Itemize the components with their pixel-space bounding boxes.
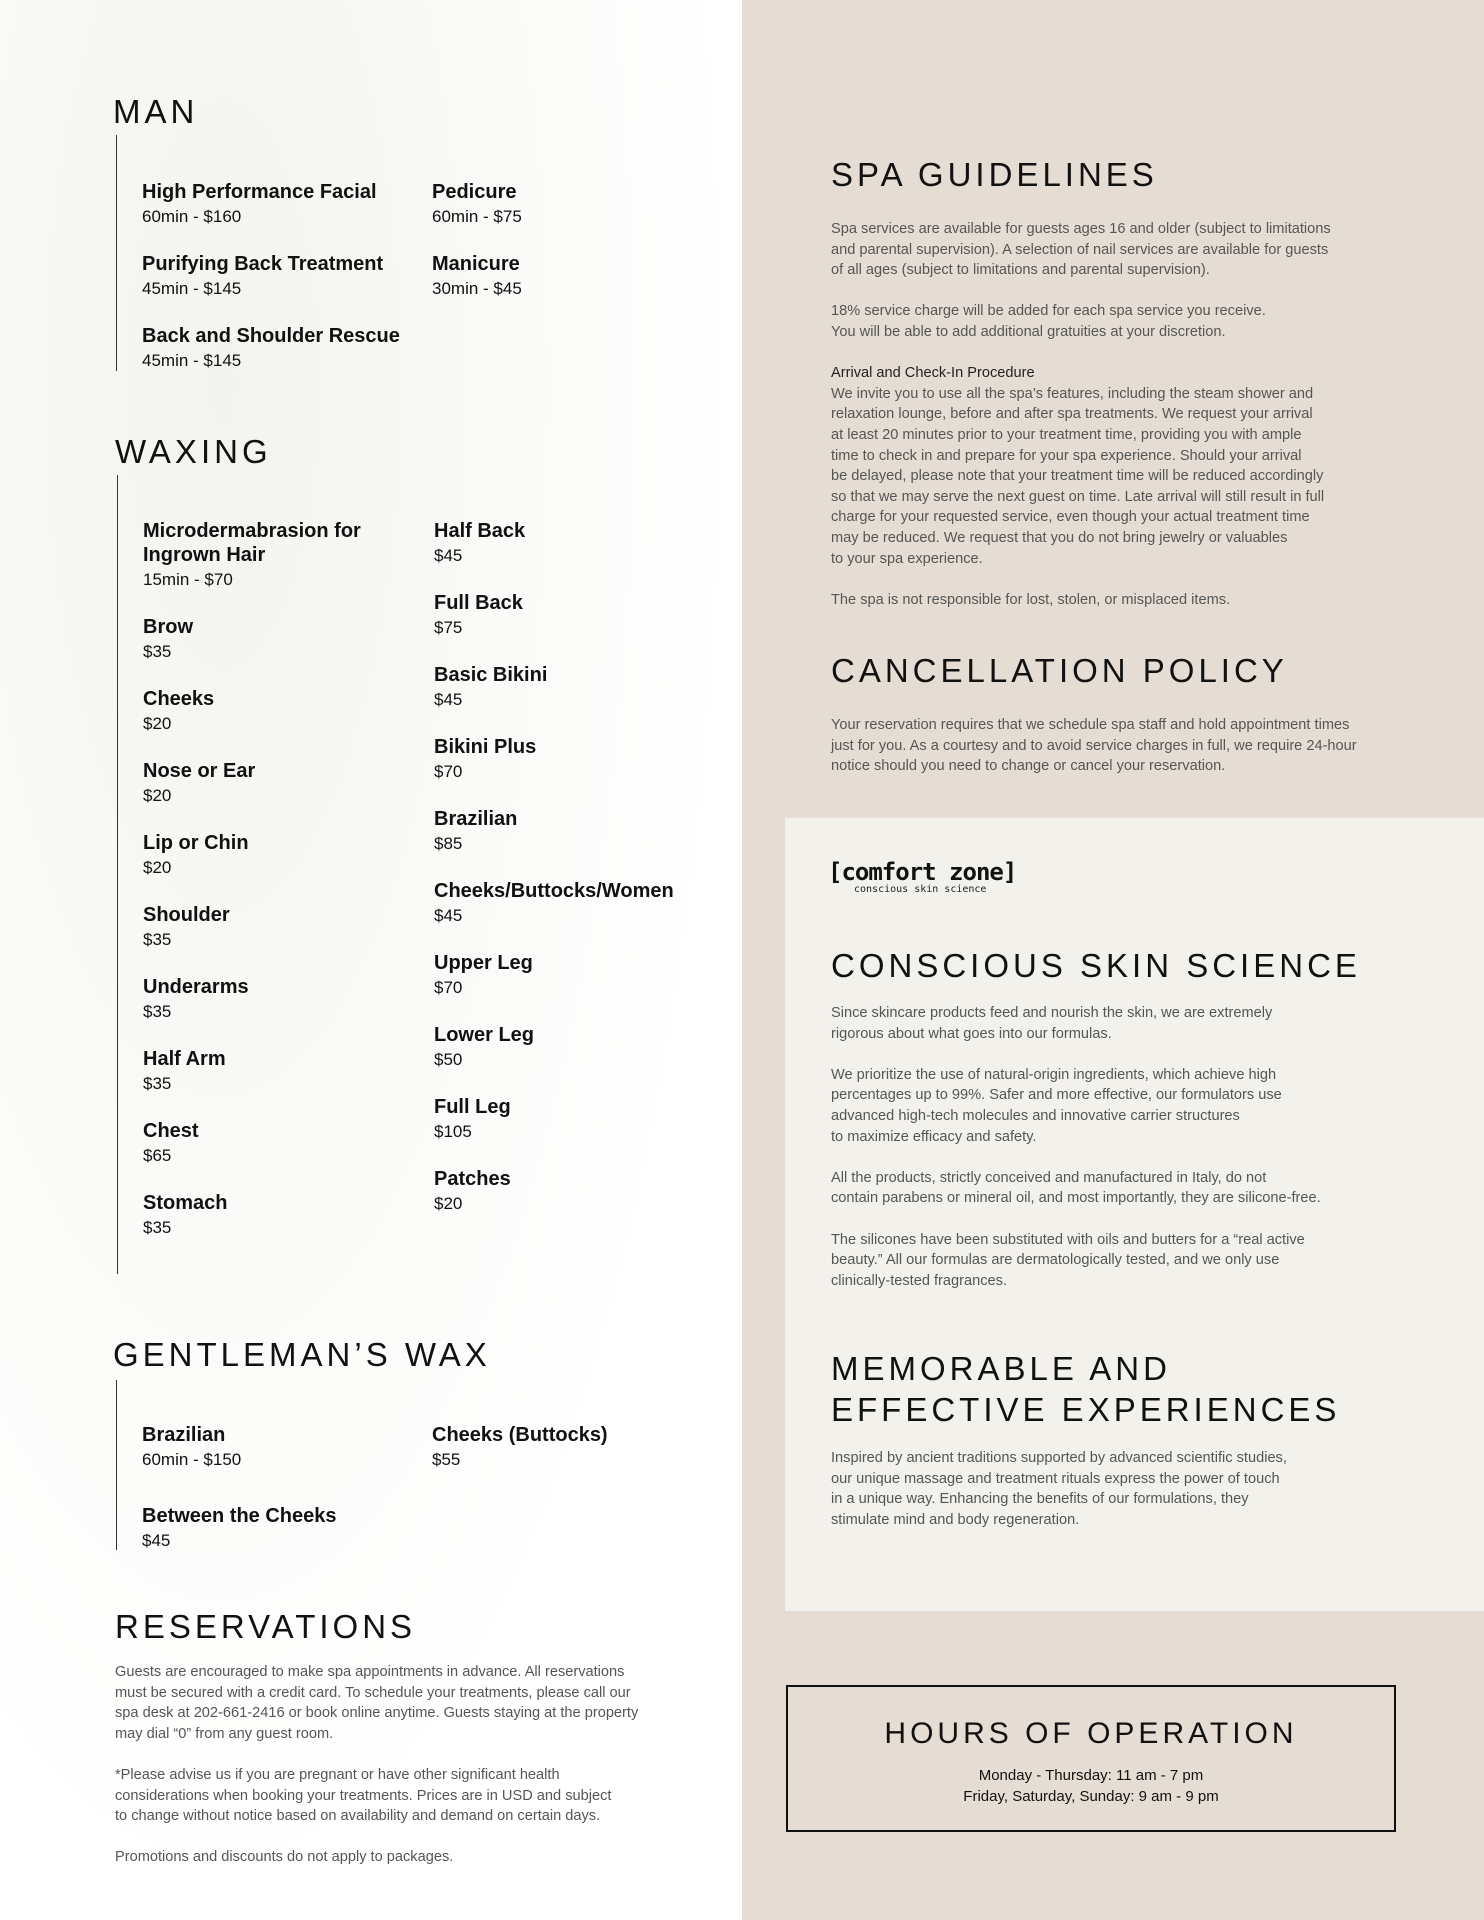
reservations-text [115,1662,638,1868]
service-name: Chest [143,1120,199,1142]
text-line: *Please advise us if you are pregnant or have other significant health [115,1766,560,1783]
service-name: Upper Leg [434,952,533,974]
service-name: Back and Shoulder Rescue [142,325,400,347]
waxing-column-2 [434,519,734,1239]
service-name: Patches [434,1168,511,1190]
service-name: Brazilian [142,1424,226,1446]
text-line: percentages up to 99%. Safer and more effective, our formulators use [831,1087,1282,1104]
service-item [143,903,373,952]
service-name: Microdermabrasion for Ingrown Hair [143,520,361,566]
section-title-man: MAN [113,93,199,130]
service-name: Cheeks [143,688,215,710]
paragraph-gap [831,1209,1321,1230]
service-name: Cheeks/Buttocks/Women [434,880,674,902]
service-price: $45 [434,546,463,565]
service-name: Cheeks (Buttocks) [432,1424,608,1446]
paragraph-gap [831,1044,1321,1065]
text-line: be delayed, please note that your treatment time will be reduced accordingly [831,468,1324,485]
divider-line [117,475,118,1274]
service-name: Shoulder [143,904,230,926]
service-name: Basic Bikini [434,664,548,686]
service-price: $35 [143,1218,172,1237]
text-line: Promotions and discounts do not apply to packages. [115,1849,454,1866]
logo-wordmark: [comfort zone] [828,858,1017,886]
service-name: Half Arm [143,1048,226,1070]
service-item [143,1119,373,1168]
text-line: contain parabens or mineral oil, and most importantly, they are silicone-free. [831,1190,1321,1207]
service-price: $35 [143,1074,172,1093]
service-item [143,615,373,664]
service-item [142,1423,422,1472]
man-column-1 [142,180,422,396]
waxing-column-1 [143,519,373,1263]
service-item [143,519,373,592]
text-line: rigorous about what goes into our formulas. [831,1025,1112,1042]
service-name: High Performance Facial [142,181,377,203]
service-item [143,1191,373,1240]
service-name: Underarms [143,976,249,998]
section-title-gentlemans-wax: GENTLEMAN’S WAX [113,1336,491,1373]
service-item [434,879,734,928]
text-line: Your reservation requires that we schedule spa staff and hold appointment times [831,717,1350,733]
divider-line [116,135,117,371]
service-price: $35 [143,642,172,661]
text-line: Since skincare products feed and nourish the skin, we are extremely [831,1005,1273,1021]
text-line: charge for your requested service, even though your actual treatment time [831,509,1310,526]
service-name: Full Back [434,592,523,614]
text-line: We invite you to use all the spa’s features, including the steam shower and [831,385,1314,402]
service-name: Half Back [434,520,526,542]
service-price: 60min - $150 [142,1450,242,1469]
text-line: to your spa experience. [831,550,983,567]
service-item [434,951,734,1000]
service-price: $75 [434,618,463,637]
service-price: $70 [434,978,463,997]
service-price: 45min - $145 [142,351,242,370]
text-line: The silicones have been substituted with oils and butters for a “real active [831,1231,1305,1248]
text-line: must be secured with a credit card. To schedule your treatments, please call our [115,1684,631,1701]
service-price: $20 [143,858,172,877]
text-line: considerations when booking your treatments. Prices are in USD and subject [115,1787,612,1804]
service-name: Stomach [143,1192,228,1214]
service-price: $20 [434,1194,463,1213]
service-item [143,975,373,1024]
service-item [142,180,422,229]
text-line: You will be able to add additional gratuities at your discretion. [831,323,1226,340]
paragraph-gap [831,343,1331,364]
paragraph-gap [831,1147,1321,1168]
gentleman-column-2 [432,1423,712,1495]
text-line: clinically-tested fragrances. [831,1272,1008,1289]
hours-title: HOURS OF OPERATION [884,1717,1298,1750]
service-item [434,735,734,784]
text-line: in a unique way. Enhancing the benefits of our formulations, they [831,1491,1249,1508]
service-name: Bikini Plus [434,736,537,758]
gentleman-column-1 [142,1423,422,1585]
subheading: Arrival and Check-In Procedure [831,365,1035,382]
text-line: may be reduced. We request that you do not bring jewelry or valuables [831,529,1288,546]
text-line: Inspired by ancient traditions supported by advanced scientific studies, [831,1450,1287,1466]
service-price: $50 [434,1050,463,1069]
divider-line [116,1380,117,1550]
service-price: 60min - $160 [142,207,242,226]
section-title-conscious-skin-science: CONSCIOUS SKIN SCIENCE [831,947,1361,984]
text-line: at least 20 minutes prior to your treatment time, providing you with ample [831,426,1302,443]
text-line: Spa services are available for guests ages 16 and older (subject to limitations [831,221,1331,237]
text-line: We prioritize the use of natural-origin ingredients, which achieve high [831,1066,1277,1083]
text-line: stimulate mind and body regeneration. [831,1511,1080,1528]
cancellation-text [831,715,1357,777]
service-name: Brazilian [434,808,518,830]
service-item [432,1423,712,1472]
service-item [434,663,734,712]
service-price: 60min - $75 [432,207,522,226]
text-line: so that we may serve the next guest on time. Late arrival will still result in full [831,488,1325,505]
paragraph-gap [831,569,1331,590]
service-name: Lip or Chin [143,832,249,854]
section-title-reservations: RESERVATIONS [115,1608,417,1645]
service-item [142,1504,422,1553]
text-line: notice should you need to change or cancel your reservation. [831,758,1226,775]
text-line: may dial “0” from any guest room. [115,1725,334,1742]
paragraph-gap [831,281,1331,302]
text-line: relaxation lounge, before and after spa treatments. We request your arrival [831,406,1313,423]
service-name: Manicure [432,253,520,275]
service-price: $35 [143,930,172,949]
service-price: 45min - $145 [142,279,242,298]
service-item [143,831,373,880]
section-title-cancellation: CANCELLATION POLICY [831,652,1288,689]
text-line: spa desk at 202-661-2416 or book online anytime. Guests staying at the property [115,1705,639,1722]
guidelines-text [831,219,1331,610]
text-line: to maximize efficacy and safety. [831,1128,1037,1145]
service-price: $65 [143,1146,172,1165]
service-item [432,180,712,229]
service-name: Nose or Ear [143,760,256,782]
hours-box [786,1685,1396,1832]
service-item [142,252,422,301]
section-title-waxing: WAXING [115,433,272,470]
text-line: and parental supervision). A selection of nail services are available for guests [831,241,1329,258]
service-name: Between the Cheeks [142,1505,337,1527]
paragraph-gap [115,1827,638,1848]
text-line: The spa is not responsible for lost, stolen, or misplaced items. [831,591,1231,608]
service-item [143,759,373,808]
service-price: $45 [142,1531,171,1550]
service-price: $35 [143,1002,172,1021]
service-name: Purifying Back Treatment [142,253,384,275]
service-price: $85 [434,834,463,853]
service-item [434,807,734,856]
service-item [434,1095,734,1144]
service-price: 30min - $45 [432,279,522,298]
skin-science-text [831,1003,1321,1291]
logo-tagline: conscious skin science [854,884,987,895]
service-item [143,1047,373,1096]
service-name: Brow [143,616,193,638]
service-price: $55 [432,1450,461,1469]
section-title-experiences-2: EFFECTIVE EXPERIENCES [831,1391,1341,1428]
text-line: beauty.” All our formulas are dermatologically tested, and we only use [831,1252,1280,1269]
section-title-spa-guidelines: SPA GUIDELINES [831,156,1158,193]
service-item [434,591,734,640]
service-price: $20 [143,714,172,733]
comfort-zone-logo [828,858,1016,895]
text-line: to change without notice based on availability and demand on certain days. [115,1808,601,1825]
man-column-2 [432,180,712,324]
service-name: Full Leg [434,1096,511,1118]
hours-weekdays: Monday - Thursday: 11 am - 7 pm [978,1767,1204,1784]
text-line: of all ages (subject to limitations and parental supervision). [831,262,1210,279]
text-line: just for you. As a courtesy and to avoid service charges in full, we require 24-hour [831,737,1357,754]
service-item [434,1023,734,1072]
service-price: $45 [434,906,463,925]
text-line: our unique massage and treatment rituals express the power of touch [831,1470,1280,1487]
service-item [143,687,373,736]
service-item [432,252,712,301]
experiences-text [831,1448,1287,1530]
service-price: $70 [434,762,463,781]
text-line: time to check in and prepare for your spa experience. Should your arrival [831,447,1302,464]
text-line: Guests are encouraged to make spa appointments in advance. All reservations [115,1664,625,1680]
hours-weekend: Friday, Saturday, Sunday: 9 am - 9 pm [963,1788,1219,1805]
service-item [434,1167,734,1216]
service-price: 15min - $70 [143,570,233,589]
text-line: All the products, strictly conceived and manufactured in Italy, do not [831,1169,1267,1186]
service-name: Pedicure [432,181,517,203]
service-item [434,519,734,568]
text-line: advanced high-tech molecules and innovative carrier structures [831,1107,1240,1124]
service-price: $45 [434,690,463,709]
service-price: $105 [434,1122,472,1141]
service-price: $20 [143,786,172,805]
service-item [142,324,422,373]
text-line: 18% service charge will be added for each spa service you receive. [831,303,1266,320]
service-name: Lower Leg [434,1024,535,1046]
section-title-experiences-1: MEMORABLE AND [831,1350,1171,1387]
paragraph-gap [115,1744,638,1765]
